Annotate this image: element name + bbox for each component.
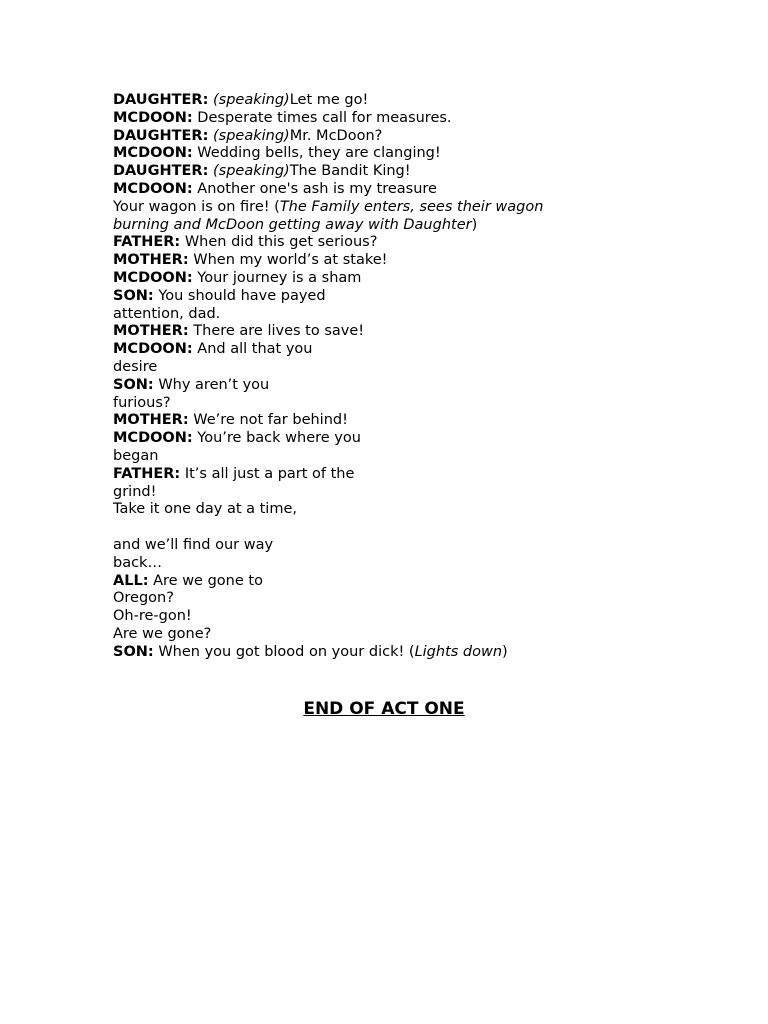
- dialogue-text: Oregon?: [113, 590, 174, 607]
- script-line: [113, 341, 633, 359]
- dialogue-text: and we’ll find our way: [113, 536, 274, 553]
- dialogue-text: Let me go!: [289, 92, 369, 108]
- script-line: [113, 555, 633, 573]
- dialogue-text: Why aren’t you: [153, 376, 270, 393]
- speaker-name: FATHER:: [113, 465, 181, 482]
- dialogue-text: furious?: [113, 394, 171, 411]
- dialogue-text: Mr. McDoon?: [289, 127, 383, 144]
- script-line: [113, 537, 633, 555]
- script-line: [113, 590, 633, 608]
- speaker-name: MOTHER:: [113, 323, 189, 340]
- speaker-name: MOTHER:: [113, 252, 189, 269]
- speaker-name: DAUGHTER:: [113, 92, 209, 108]
- script-line: [113, 270, 633, 288]
- speaker-name: MCDOON:: [113, 269, 193, 286]
- script-line: [113, 395, 633, 413]
- dialogue-text: When you got blood on your dick! (: [153, 643, 415, 660]
- speaker-name: MOTHER:: [113, 412, 189, 429]
- script-line: [113, 608, 633, 626]
- stage-direction: (speaking): [213, 163, 290, 180]
- dialogue-text: attention, dad.: [113, 305, 221, 322]
- script-line: [113, 573, 633, 591]
- script-line: [113, 430, 633, 448]
- dialogue-text: Wedding bells, they are clanging!: [192, 145, 441, 162]
- script-line: [113, 217, 633, 235]
- script-line: [113, 626, 633, 644]
- speaker-name: SON:: [113, 376, 154, 393]
- dialogue-text: began: [113, 447, 159, 464]
- dialogue-text: grind!: [113, 483, 157, 500]
- dialogue-text: Desperate times call for measures.: [192, 109, 452, 126]
- dialogue-text: Your journey is a sham: [192, 269, 362, 286]
- speaker-name: ALL:: [113, 572, 149, 589]
- dialogue-text: When my world’s at stake!: [188, 252, 388, 269]
- dialogue-text: Are we gone?: [113, 625, 212, 642]
- dialogue-text: There are lives to save!: [188, 323, 365, 340]
- dialogue-text: You’re back where you: [192, 430, 361, 447]
- dialogue-text: Another one's ash is my treasure: [192, 180, 437, 197]
- script-line: [113, 484, 633, 502]
- script-line: [113, 234, 633, 252]
- dialogue-text: ): [471, 216, 478, 233]
- script-line: [113, 306, 633, 324]
- script-line: [113, 323, 633, 341]
- stage-direction: The Family enters, sees their wagon: [279, 198, 544, 215]
- dialogue-text: You should have payed: [153, 287, 326, 304]
- dialogue-text: Your wagon is on fire! (: [113, 198, 280, 215]
- speaker-name: SON:: [113, 643, 154, 660]
- speaker-name: MCDOON:: [113, 341, 193, 358]
- stage-direction: Lights down: [414, 643, 503, 660]
- script-line: [113, 466, 633, 484]
- dialogue-text: desire: [113, 358, 158, 375]
- script-line: [113, 644, 633, 662]
- speaker-name: SON:: [113, 287, 154, 304]
- script-body: [113, 92, 633, 662]
- script-line: [113, 448, 633, 466]
- stage-direction: (speaking): [213, 127, 290, 144]
- speaker-name: DAUGHTER:: [113, 163, 209, 180]
- dialogue-text: When did this get serious?: [180, 234, 378, 251]
- script-line: [113, 412, 633, 430]
- dialogue-text: It’s all just a part of the: [180, 465, 355, 482]
- speaker-name: MCDOON:: [113, 180, 193, 197]
- dialogue-text: Are we gone to: [148, 572, 263, 589]
- stage-direction: (speaking): [213, 92, 290, 108]
- end-of-act-heading: END OF ACT ONE: [303, 699, 465, 719]
- speaker-name: MCDOON:: [113, 109, 193, 126]
- speaker-name: DAUGHTER:: [113, 127, 209, 144]
- script-line: [113, 501, 633, 519]
- dialogue-text: The Bandit King!: [289, 163, 411, 180]
- script-line: [113, 110, 633, 128]
- script-line: [113, 359, 633, 377]
- script-line: [113, 288, 633, 306]
- stage-direction: burning and McDoon getting away with Daughter: [113, 216, 472, 233]
- script-line: [113, 128, 633, 146]
- script-line: [113, 252, 633, 270]
- script-line: [113, 145, 633, 163]
- script-line: [113, 163, 633, 181]
- script-line: [113, 199, 633, 217]
- blank-line: [113, 519, 633, 537]
- speaker-name: MCDOON:: [113, 430, 193, 447]
- script-line: [113, 377, 633, 395]
- dialogue-text: ): [502, 643, 508, 660]
- speaker-name: MCDOON:: [113, 145, 193, 162]
- dialogue-text: Oh-re-gon!: [113, 608, 192, 625]
- dialogue-text: We’re not far behind!: [188, 412, 348, 429]
- speaker-name: FATHER:: [113, 234, 181, 251]
- dialogue-text: Take it one day at a time,: [113, 501, 297, 518]
- script-line: [113, 181, 633, 199]
- script-line: [113, 92, 633, 110]
- dialogue-text: back…: [113, 554, 162, 571]
- dialogue-text: And all that you: [192, 341, 313, 358]
